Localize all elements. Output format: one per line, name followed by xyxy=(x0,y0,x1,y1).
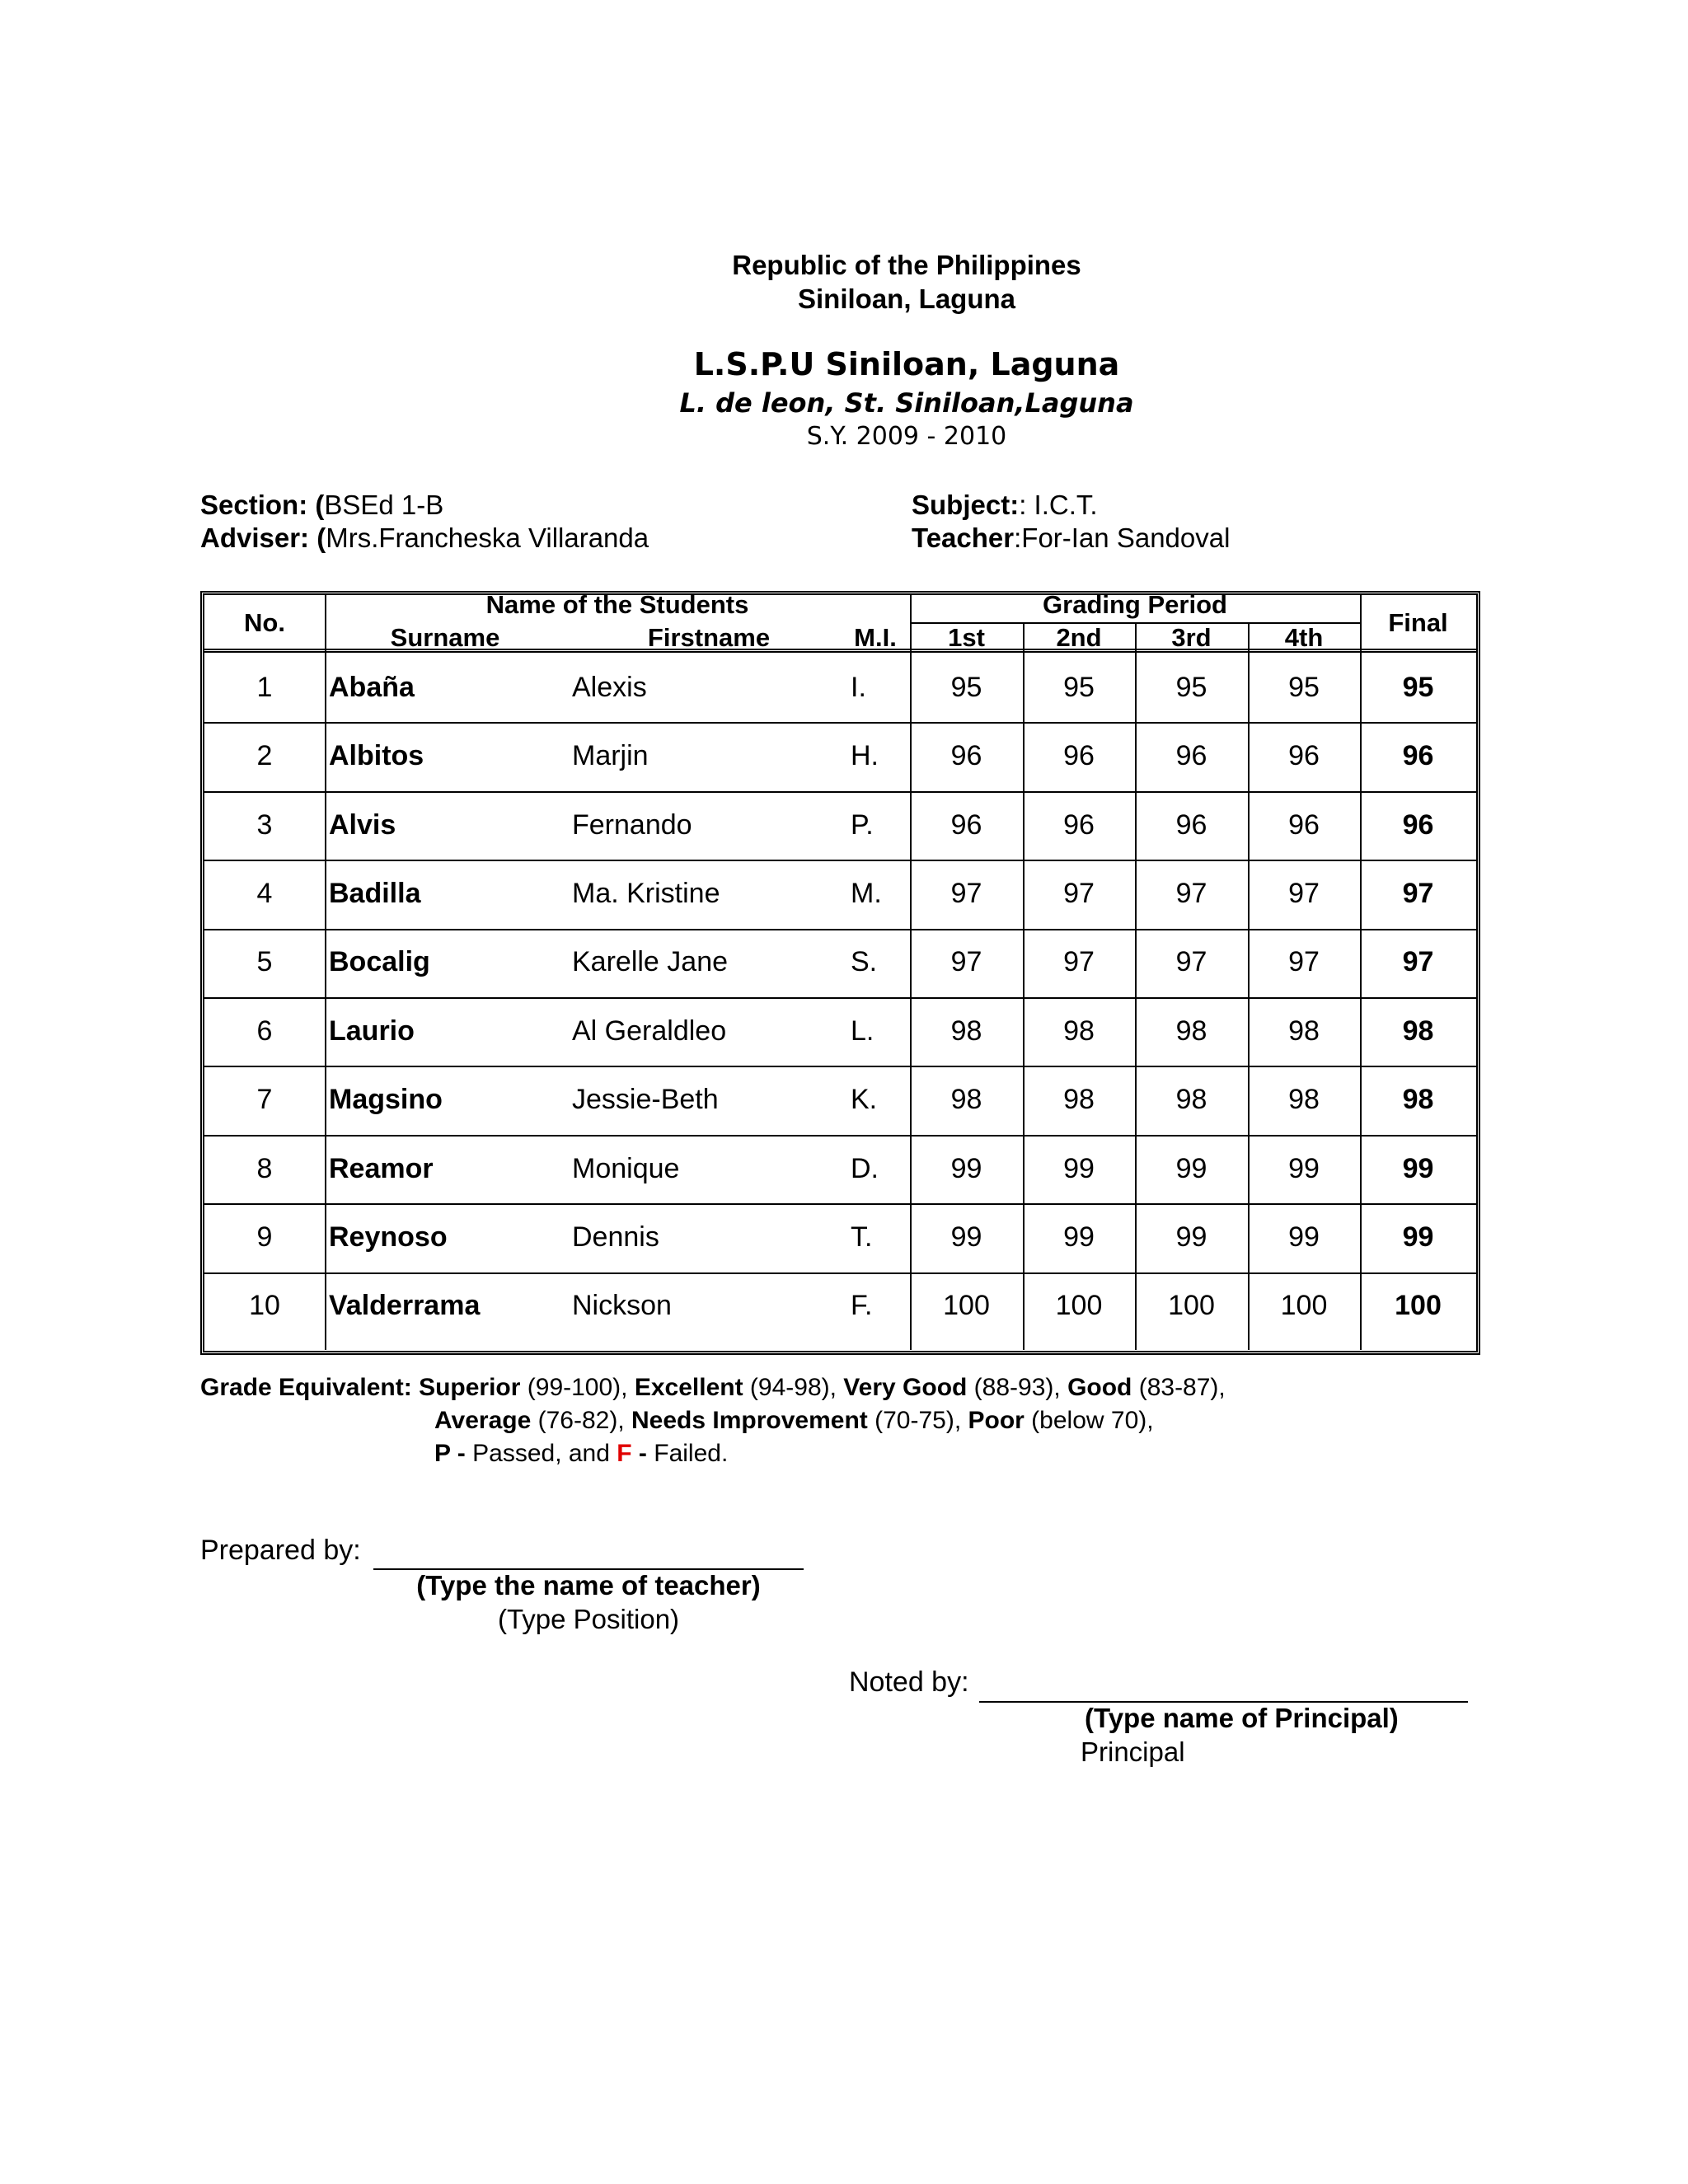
cell-firstname: Karelle Jane xyxy=(572,946,729,978)
header-grading-period: Grading Period xyxy=(1043,590,1227,619)
legend-very-good: Very Good xyxy=(843,1374,968,1401)
subject-info xyxy=(912,490,1098,521)
cell-mi: S. xyxy=(851,946,878,978)
cell-firstname: Al Geraldleo xyxy=(572,1015,727,1047)
cell-mi: H. xyxy=(851,740,879,772)
legend-passed: Passed, and xyxy=(465,1440,617,1467)
cell-q2: 97 xyxy=(1063,877,1095,909)
cell-q4: 100 xyxy=(1280,1290,1328,1322)
legend-poor-range: (below 70), xyxy=(1024,1407,1154,1434)
cell-no: 7 xyxy=(256,1084,273,1116)
cell-q3: 99 xyxy=(1175,1152,1207,1184)
school-year: S.Y. 2009 - 2010 xyxy=(806,422,1007,451)
teacher-name: (Type the name of teacher) xyxy=(416,1570,761,1601)
cell-surname: Reamor xyxy=(329,1152,434,1184)
cell-firstname: Ma. Kristine xyxy=(572,877,720,909)
legend-superior-range: (99-100), xyxy=(520,1374,635,1401)
grade-legend-line-1 xyxy=(200,1374,1226,1402)
header-q4: 4th xyxy=(1284,623,1324,652)
legend-superior: Superior xyxy=(419,1374,521,1401)
cell-q4: 96 xyxy=(1288,740,1320,772)
cell-q4: 97 xyxy=(1288,946,1320,978)
header-name-of-students: Name of the Students xyxy=(485,590,749,619)
cell-final: 98 xyxy=(1402,1015,1434,1047)
teacher-value: :For-Ian Sandoval xyxy=(1014,523,1231,553)
legend-f: F xyxy=(617,1440,632,1467)
header-line-2: Siniloan, Laguna xyxy=(797,284,1016,314)
cell-q4: 99 xyxy=(1288,1221,1320,1253)
cell-surname: Valderrama xyxy=(329,1290,481,1322)
cell-q2: 96 xyxy=(1063,740,1095,772)
cell-q1: 98 xyxy=(950,1015,982,1047)
adviser-info xyxy=(200,523,649,554)
cell-q4: 98 xyxy=(1288,1015,1320,1047)
cell-q4: 95 xyxy=(1288,671,1320,703)
legend-very-good-range: (88-93), xyxy=(967,1374,1068,1401)
subject-value: : I.C.T. xyxy=(1019,490,1098,520)
cell-surname: Bocalig xyxy=(329,946,430,978)
legend-excellent-range: (94-98), xyxy=(743,1374,844,1401)
section-info xyxy=(200,490,443,521)
cell-q3: 100 xyxy=(1168,1290,1215,1322)
legend-needs-improvement-range: (70-75), xyxy=(867,1407,968,1434)
cell-firstname: Dennis xyxy=(572,1221,659,1253)
cell-q2: 95 xyxy=(1063,671,1095,703)
cell-mi: L. xyxy=(851,1015,874,1047)
cell-final: 97 xyxy=(1402,877,1434,909)
cell-q2: 96 xyxy=(1063,808,1095,841)
cell-firstname: Nickson xyxy=(572,1290,672,1322)
cell-firstname: Marjin xyxy=(572,740,649,772)
cell-q4: 99 xyxy=(1288,1152,1320,1184)
cell-surname: Reynoso xyxy=(329,1221,448,1253)
cell-final: 98 xyxy=(1402,1084,1434,1116)
cell-no: 10 xyxy=(249,1290,280,1322)
cell-mi: D. xyxy=(851,1152,879,1184)
cell-q2: 98 xyxy=(1063,1015,1095,1047)
prepared-by-label: Prepared by: xyxy=(200,1535,361,1566)
cell-q2: 98 xyxy=(1063,1084,1095,1116)
cell-q4: 98 xyxy=(1288,1084,1320,1116)
cell-q3: 96 xyxy=(1175,740,1207,772)
cell-q4: 97 xyxy=(1288,877,1320,909)
cell-q4: 96 xyxy=(1288,808,1320,841)
cell-q3: 99 xyxy=(1175,1221,1207,1253)
cell-final: 97 xyxy=(1402,946,1434,978)
header-line-1: Republic of the Philippines xyxy=(732,250,1081,280)
cell-mi: M. xyxy=(851,877,882,909)
cell-surname: Laurio xyxy=(329,1015,415,1047)
cell-q2: 100 xyxy=(1055,1290,1103,1322)
cell-surname: Badilla xyxy=(329,877,421,909)
cell-surname: Albitos xyxy=(329,740,424,772)
grade-legend-line-2 xyxy=(434,1407,1154,1435)
header-q2: 2nd xyxy=(1056,623,1102,652)
grade-legend-line-3 xyxy=(434,1440,728,1468)
teacher-position: (Type Position) xyxy=(497,1604,680,1634)
principal-name: (Type name of Principal) xyxy=(1085,1703,1399,1733)
cell-q1: 97 xyxy=(950,877,982,909)
cell-no: 9 xyxy=(256,1221,273,1253)
teacher-label: Teacher xyxy=(912,523,1015,553)
legend-average-range: (76-82), xyxy=(531,1407,632,1434)
cell-q1: 100 xyxy=(943,1290,990,1322)
cell-final: 100 xyxy=(1395,1290,1442,1322)
legend-f-dash: - xyxy=(631,1440,647,1467)
cell-no: 6 xyxy=(256,1015,273,1047)
cell-mi: K. xyxy=(851,1084,878,1116)
cell-q1: 98 xyxy=(950,1084,982,1116)
cell-no: 2 xyxy=(256,740,273,772)
header-mi: M.I. xyxy=(854,623,897,652)
cell-final: 95 xyxy=(1402,671,1434,703)
cell-final: 99 xyxy=(1402,1221,1434,1253)
cell-q1: 96 xyxy=(950,740,982,772)
teacher-info xyxy=(912,523,1230,554)
cell-mi: I. xyxy=(851,671,866,703)
cell-no: 8 xyxy=(256,1152,273,1184)
header-surname: Surname xyxy=(390,623,500,652)
cell-mi: F. xyxy=(851,1290,873,1322)
cell-q1: 95 xyxy=(950,671,982,703)
cell-q2: 99 xyxy=(1063,1221,1095,1253)
adviser-label: Adviser: ( xyxy=(200,523,326,553)
cell-q2: 97 xyxy=(1063,946,1095,978)
cell-final: 99 xyxy=(1402,1152,1434,1184)
school-address: L. de leon, St. Siniloan,Laguna xyxy=(679,387,1134,419)
cell-final: 96 xyxy=(1402,808,1434,841)
cell-firstname: Alexis xyxy=(572,671,647,703)
header-no: No. xyxy=(244,608,285,637)
cell-q3: 98 xyxy=(1175,1015,1207,1047)
cell-surname: Magsino xyxy=(329,1084,443,1116)
legend-needs-improvement: Needs Improvement xyxy=(631,1407,868,1434)
header-q3: 3rd xyxy=(1171,623,1212,652)
legend-label: Grade Equivalent: xyxy=(200,1374,412,1401)
legend-poor: Poor xyxy=(968,1407,1025,1434)
header-final: Final xyxy=(1388,608,1448,637)
cell-q1: 96 xyxy=(950,808,982,841)
legend-failed: Failed. xyxy=(646,1440,729,1467)
cell-mi: P. xyxy=(851,808,874,841)
cell-q1: 99 xyxy=(950,1152,982,1184)
legend-good-range: (83-87), xyxy=(1132,1374,1226,1401)
legend-excellent: Excellent xyxy=(634,1374,743,1401)
cell-q3: 97 xyxy=(1175,946,1207,978)
cell-no: 4 xyxy=(256,877,273,909)
subject-label: Subject: xyxy=(912,490,1020,520)
cell-surname: Abaña xyxy=(329,671,415,703)
principal-title: Principal xyxy=(1081,1736,1185,1767)
header-firstname: Firstname xyxy=(647,623,771,652)
cell-firstname: Monique xyxy=(572,1152,680,1184)
cell-surname: Alvis xyxy=(329,808,396,841)
cell-no: 5 xyxy=(256,946,273,978)
cell-q1: 99 xyxy=(950,1221,982,1253)
cell-q3: 95 xyxy=(1175,671,1207,703)
noted-by-label: Noted by: xyxy=(849,1666,969,1698)
section-value: BSEd 1-B xyxy=(324,490,444,520)
legend-p: P - xyxy=(434,1440,466,1467)
cell-no: 1 xyxy=(256,671,273,703)
cell-firstname: Jessie-Beth xyxy=(572,1084,719,1116)
cell-firstname: Fernando xyxy=(572,808,692,841)
school-name: L.S.P.U Siniloan, Laguna xyxy=(693,346,1120,382)
cell-q3: 97 xyxy=(1175,877,1207,909)
cell-no: 3 xyxy=(256,808,273,841)
section-label: Section: ( xyxy=(200,490,325,520)
cell-q3: 98 xyxy=(1175,1084,1207,1116)
legend-average: Average xyxy=(434,1407,532,1434)
legend-good: Good xyxy=(1067,1374,1132,1401)
cell-q1: 97 xyxy=(950,946,982,978)
header-q1: 1st xyxy=(948,623,985,652)
cell-q2: 99 xyxy=(1063,1152,1095,1184)
cell-final: 96 xyxy=(1402,740,1434,772)
grade-table xyxy=(200,591,1480,1355)
cell-q3: 96 xyxy=(1175,808,1207,841)
adviser-value: Mrs.Francheska Villaranda xyxy=(326,523,649,553)
cell-mi: T. xyxy=(851,1221,873,1253)
